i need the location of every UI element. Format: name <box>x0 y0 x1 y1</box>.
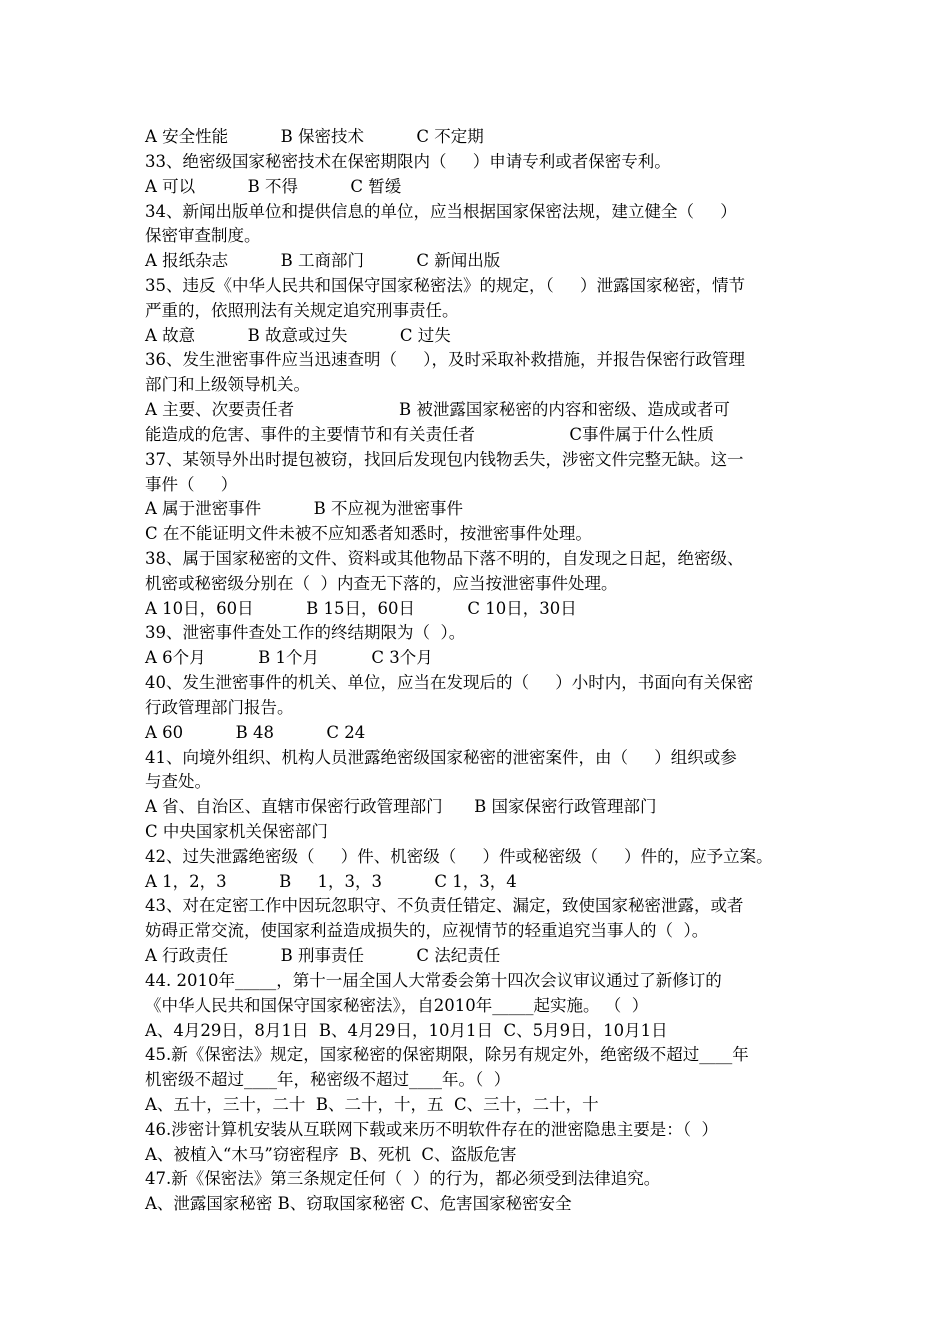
text-line: C 在不能证明文件未被不应知悉者知悉时，按泄密事件处理。 <box>145 524 592 544</box>
text-line: 39、泄密事件查处工作的终结期限为（ ）。 <box>145 623 466 643</box>
text-line: 36、发生泄密事件应当迅速查明（ ），及时采取补救措施，并报告保密行政管理 <box>145 350 745 370</box>
text-line: A 报纸杂志 B 工商部门 C 新闻出版 <box>145 251 501 271</box>
text-line: 部门和上级领导机关。 <box>145 375 310 395</box>
text-line: A 主要、次要责任者 B 被泄露国家秘密的内容和密级、造成或者可 <box>145 400 730 419</box>
text-line: 机密或秘密级分别在（ ）内查无下落的，应当按泄密事件处理。 <box>145 573 618 593</box>
text-line: 46.涉密计算机安装从互联网下载或来历不明软件存在的泄密隐患主要是：（ ） <box>145 1119 718 1139</box>
text-line: A 属于泄密事件 B 不应视为泄密事件 <box>145 499 463 519</box>
text-line: 42、过失泄露绝密级（ ）件、机密级（ ）件或秘密级（ ）件的，应予立案。 <box>145 846 773 866</box>
text-line: 妨碍正常交流，使国家利益造成损失的，应视情节的轻重追究当事人的（ ）。 <box>145 921 709 941</box>
text-line: A、泄露国家秘密 B、窃取国家秘密 C、危害国家秘密安全 <box>145 1194 572 1214</box>
text-line: 44. 2010年_____，第十一届全国人大常委会第十四次会议审议通过了新修订的 <box>145 970 722 990</box>
text-line: A 10日，60日 B 15日，60日 C 10日，30日 <box>145 598 577 618</box>
text-line: 41、向境外组织、机构人员泄露绝密级国家秘密的泄密案件，由（ ）组织或参 <box>145 747 737 767</box>
text-line: A 故意 B 故意或过失 C 过失 <box>145 325 451 345</box>
text-line: A 1，2，3 B 1，3，3 C 1，3，4 <box>145 871 517 891</box>
text-line: A、五十，三十，二十 B、二十，十，五 C、三十，二十，十 <box>145 1095 599 1114</box>
text-line: 机密级不超过____年，秘密级不超过____年。（ ） <box>145 1070 511 1090</box>
text-line: 40、发生泄密事件的机关、单位，应当在发现后的（ ）小时内，书面向有关保密 <box>145 673 754 692</box>
text-line: 34、新闻出版单位和提供信息的单位，应当根据国家保密法规，建立健全（ ） <box>145 201 737 221</box>
text-line: 行政管理部门报告。 <box>145 697 294 717</box>
text-line: A 可以 B 不得 C 暂缓 <box>145 176 402 196</box>
text-line: 37、某领导外出时提包被窃，找回后发现包内钱物丢失，涉密文件完整无缺。这一 <box>145 449 744 469</box>
text-line: 保密审查制度。 <box>145 226 261 246</box>
text-line: 33、绝密级国家秘密技术在保密期限内（ ）申请专利或者保密专利。 <box>145 151 671 171</box>
text-line: 35、违反《中华人民共和国保守国家秘密法》的规定，（ ）泄露国家秘密，情节 <box>145 275 745 295</box>
text-line: A 6个月 B 1个月 C 3个月 <box>145 648 433 668</box>
text-line: A、被植入“木马”窃密程序 B、死机 C、盗版危害 <box>145 1144 517 1164</box>
text-line: 47.新《保密法》第三条规定任何（ ）的行为，都必须受到法律追究。 <box>145 1169 661 1189</box>
text-line: A 60 B 48 C 24 <box>145 722 366 742</box>
text-line: 43、对在定密工作中因玩忽职守、不负责任错定、漏定，致使国家秘密泄露，或者 <box>145 896 744 916</box>
text-line: 事件（ ） <box>145 474 238 494</box>
text-line: 严重的，依照刑法有关规定追究刑事责任。 <box>145 300 459 320</box>
text-line: C 中央国家机关保密部门 <box>145 822 328 841</box>
text-line: 与查处。 <box>145 772 211 792</box>
text-line: 《中华人民共和国保守国家秘密法》，自2010年_____起实施。 （ ） <box>145 995 649 1015</box>
text-line: 38、属于国家秘密的文件、资料或其他物品下落不明的，自发现之日起，绝密级、 <box>145 548 744 568</box>
text-line: A 安全性能 B 保密技术 C 不定期 <box>145 127 484 146</box>
text-line: A 省、自治区、直辖市保密行政管理部门 B 国家保密行政管理部门 <box>145 797 657 817</box>
text-line: 45.新《保密法》规定，国家秘密的保密期限，除另有规定外，绝密级不超过____年 <box>145 1045 749 1065</box>
text-line: 能造成的危害、事件的主要情节和有关责任者 C事件属于什么性质 <box>145 424 715 444</box>
text-line: A 行政责任 B 刑事责任 C 法纪责任 <box>145 946 501 966</box>
text-line: A、4月29日，8月1日 B、4月29日，10月1日 C、5月9日，10月1日 <box>145 1020 668 1040</box>
